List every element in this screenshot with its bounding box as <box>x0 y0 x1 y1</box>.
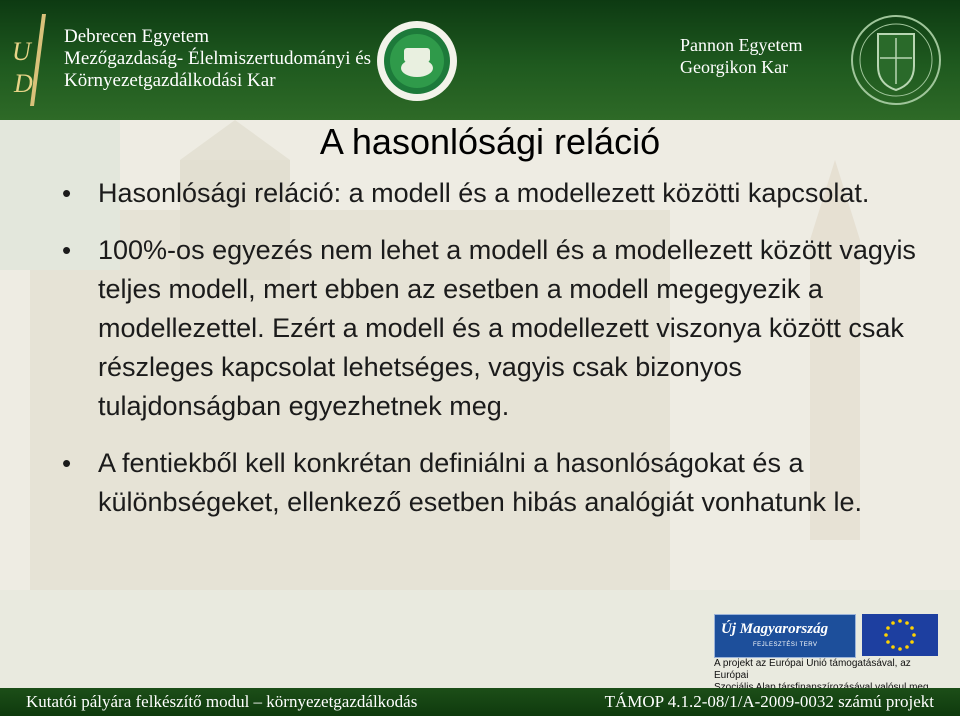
left-institution-line: Környezetgazdálkodási Kar <box>64 70 276 91</box>
svg-text:U: U <box>12 37 31 66</box>
new-hungary-subtitle: FEJLESZTÉSI TERV <box>753 642 818 648</box>
footer-project-code: TÁMOP 4.1.2-08/1/A-2009-0032 számú projekt <box>604 692 934 711</box>
funding-note-line: A projekt az Európai Unió támogatásával, az Európai <box>714 658 911 681</box>
footer-bar <box>0 688 960 716</box>
svg-text:D: D <box>14 69 33 98</box>
eu-flag-icon <box>862 614 938 656</box>
list-item: • A fentiekből kell konkrétan definiálni a hasonlóságokat és a különbségeket, ellenkező esetben hibás analógiát vonhatunk le. <box>60 444 920 522</box>
new-hungary-logo <box>714 614 856 658</box>
pannon-university-crest-icon <box>850 14 942 106</box>
slide-title: A hasonlósági reláció <box>319 121 661 162</box>
list-item: • Hasonlósági reláció: a modell és a modellezett közötti kapcsolat. <box>60 174 920 213</box>
funding-badges <box>714 614 938 684</box>
right-institution-line: Georgikon Kar <box>680 57 789 77</box>
university-monogram-icon <box>8 10 54 110</box>
new-hungary-title: Új Magyarország <box>721 621 829 637</box>
bullet-list <box>60 174 920 540</box>
header-banner <box>0 0 960 120</box>
list-item: • 100%-os egyezés nem lehet a modell és a modellezett között vagyis teljes modell, mert ebben az esetben a modell megegyezik a modellezettel. Ezért a modell és a modellezett viszonya között csak részleges kapcsolat lehetséges, vagyis csak bizonyos tulajdonságban egyezhetnek meg. <box>60 231 920 426</box>
right-institution-name <box>680 34 802 78</box>
agricultural-seal-icon <box>376 20 458 102</box>
right-institution-line: Pannon Egyetem <box>680 35 803 55</box>
left-institution-name <box>64 26 371 92</box>
left-institution-line: Mezőgazdaság- Élelmiszertudományi és <box>64 48 372 69</box>
footer-module-title: Kutatói pályára felkészítő modul – környezetgazdálkodás <box>26 692 418 711</box>
left-institution-line: Debrecen Egyetem <box>64 26 210 47</box>
